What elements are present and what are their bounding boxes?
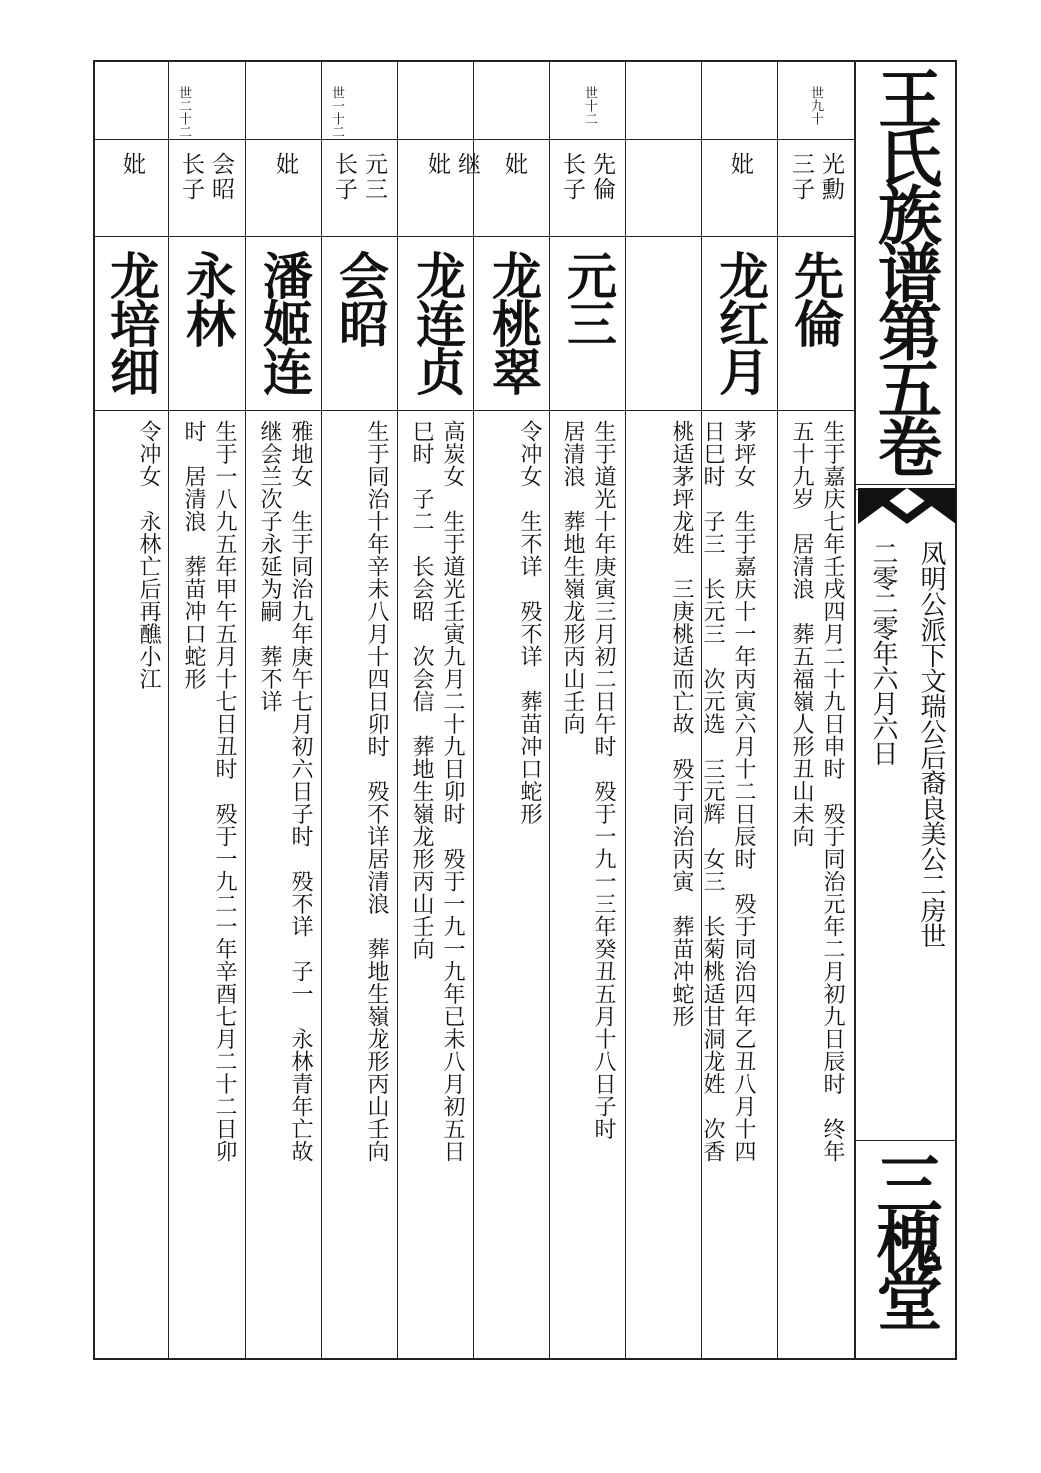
person-name: 龙连贞 [408,250,467,394]
branch-subtitle: 凤明公派下文瑞公后裔良美公二房世 [916,540,946,948]
person-name: 龙桃翠 [484,250,543,394]
row-divider [93,236,854,237]
relation-label: 继 妣 [424,152,480,177]
column-divider [777,60,778,1360]
row-divider [93,410,854,411]
person-name: 元三 [559,250,618,346]
book-title: 王氏族谱第五卷 [867,66,942,472]
column-divider [549,60,550,1360]
column-divider [168,60,169,1360]
person-biography: 高炭女 生于道光壬寅九月二十九日卯时 殁于一九一九年已未八月初五日 巳时 子二 长会昭 次会信 葬地生嶺龙形丙山壬向 [409,420,465,1163]
title-divider [854,60,856,1360]
relation-label: 妣 [501,152,527,177]
relation-label: 妣 [119,152,145,177]
person-biography: 令冲女 生不详 殁不详 葬苗冲口蛇形 [517,420,542,825]
generation-label: 世九十 [808,86,823,125]
column-divider [625,60,626,1360]
generation-label: 世一十二 [329,86,344,138]
column-divider [397,60,398,1360]
person-biography: 生于嘉庆七年壬戌四月二十九日申时 殁于同治元年二月初九日辰时 终年 五十九岁 居清浪 葬五福嶺人形丑山未向 [789,420,845,1163]
title-ornament [858,486,956,526]
person-name: 龙红月 [711,250,770,394]
relation-label: 会昭 长子 [178,152,234,202]
person-biography: 生于同治十年辛未八月十四日卯时 殁不详居清浪 葬地生嶺龙形丙山壬向 [364,420,389,1163]
person-biography: 令冲女 永林亡后再醮小江 [136,420,161,690]
relation-label: 先倫 长子 [559,152,615,202]
person-biography: 茅坪女 生于嘉庆十一年丙寅六月十二日辰时 殁于同治四年乙丑八月十四 日巳时 子三 长元三 次元选 三元辉 女三 长菊桃适甘洞龙姓 次香 桃适茅坪龙姓 三庚桃适而亡故 殁于同治丙寅 葬苗冲蛇形 [669,420,756,1163]
generation-label: 世二十二 [176,86,191,138]
publication-date: 二零二零年六月六日 [868,540,898,765]
relation-label: 光勳 三子 [788,152,844,202]
person-biography: 生于一八九五年甲午五月十七日丑时 殁于一九二一年辛酉七月二十二日卯 时 居清浪 葬苗冲口蛇形 [181,420,237,1163]
person-biography: 雅地女 生于同治九年庚午七月初六日子时 殁不详 子一 永林青年亡故 继会兰次子永延为嗣 葬不详 [257,420,313,1163]
column-divider [473,60,474,1360]
relation-label: 元三 长子 [331,152,387,202]
generation-label: 世十二 [582,86,597,125]
person-name: 先倫 [786,250,845,346]
person-name: 会昭 [331,250,390,346]
hall-name: 三槐堂 [865,1150,943,1324]
person-name: 龙培细 [102,250,161,394]
column-divider [321,60,322,1360]
person-name: 永林 [178,250,237,346]
row-divider [93,139,854,140]
person-biography: 生于道光十年庚寅三月初二日午时 殁于一九一三年癸丑五月十八日子时 居清浪 葬地生嶺龙形丙山壬向 [560,420,616,1140]
relation-label: 妣 [272,152,298,177]
person-name: 潘姬连 [255,250,314,394]
relation-label: 妣 [727,152,753,177]
title-rule [854,1140,957,1141]
column-divider [245,60,246,1360]
title-rule [854,484,957,485]
